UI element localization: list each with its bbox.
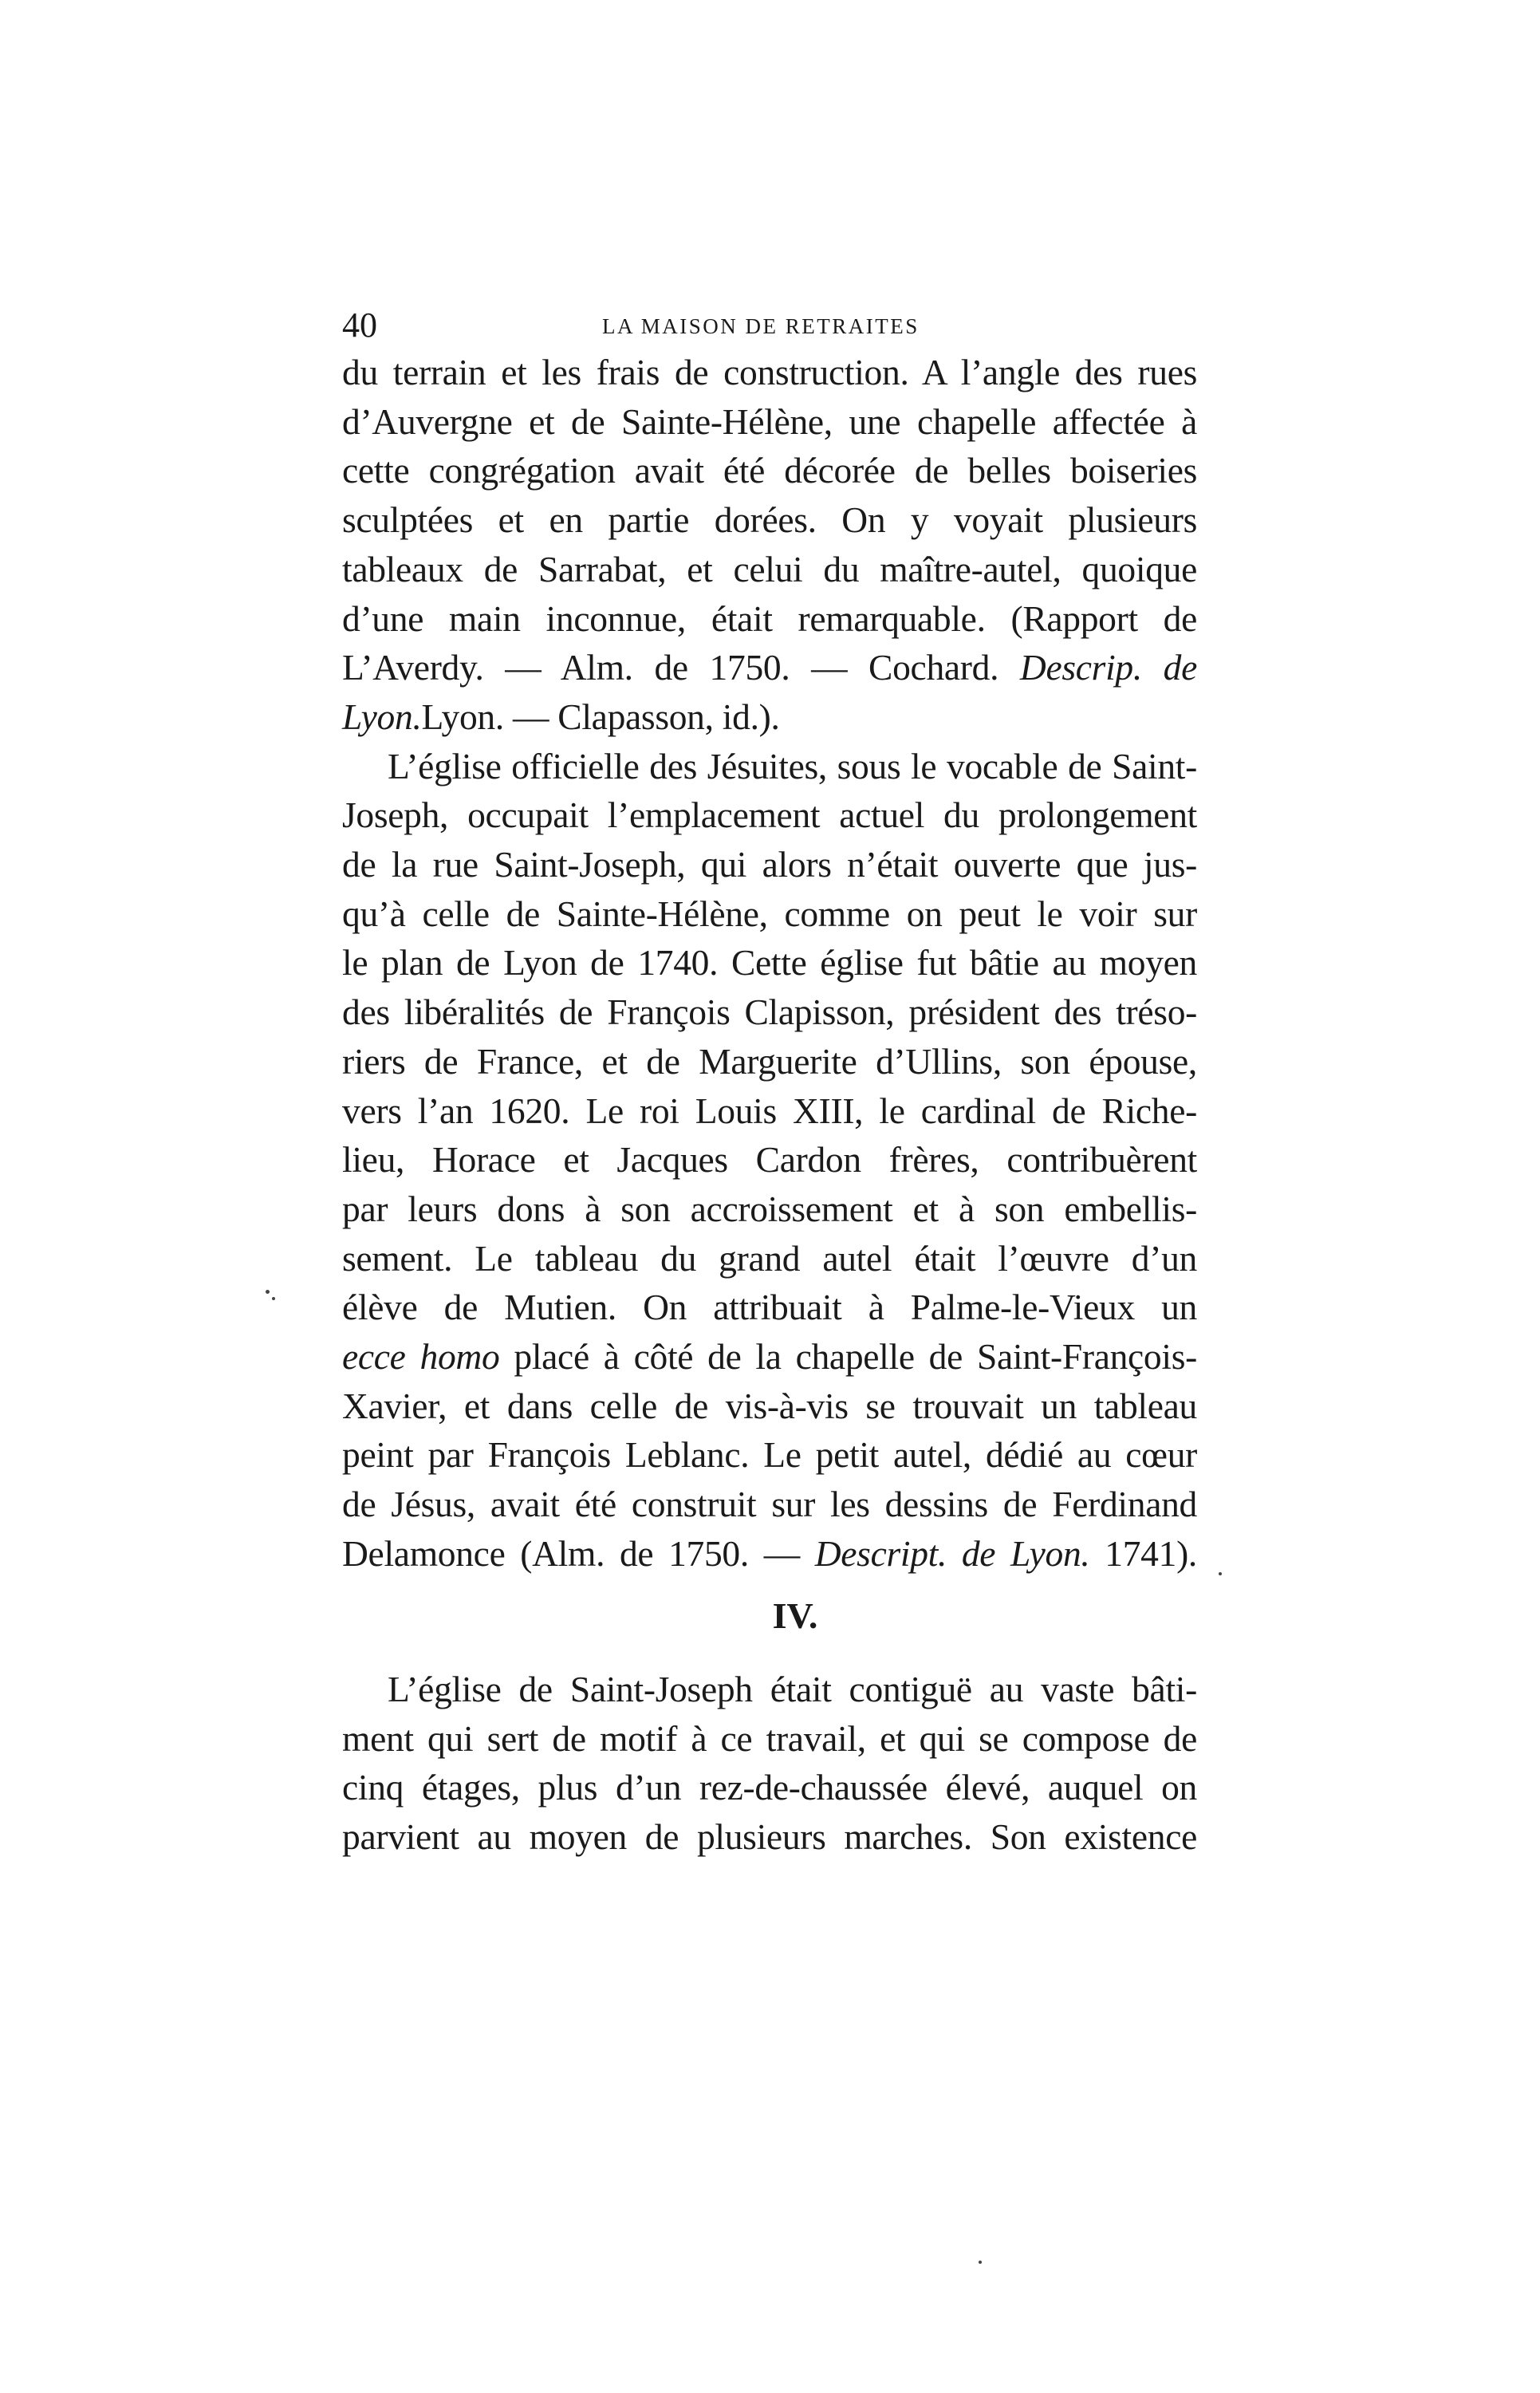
italic-term: ecce homo <box>342 1336 500 1378</box>
text-line: le plan de Lyon de 1740. Cette église fut bâtie au moyen <box>342 942 1197 984</box>
text-line: par leurs dons à son accroissement et à son embellis- <box>342 1188 1197 1229</box>
text-line: des libéralités de François Clapisson, président des tréso- <box>342 991 1197 1033</box>
text-line: L’église de Saint-Joseph était contiguë au vaste bâti- <box>388 1669 1197 1709</box>
text-line-part: Lyon. — Clapasson, id.). <box>421 696 780 737</box>
margin-speck <box>266 1290 270 1294</box>
text-line-part: 1741). <box>1089 1532 1198 1574</box>
margin-speck <box>1219 1572 1222 1575</box>
text-line-part: Delamonce (Alm. de 1750. — <box>342 1532 815 1574</box>
text-line: Joseph, occupait l’emplacement actuel du prolongement <box>342 794 1197 836</box>
section-heading <box>342 1591 1197 1641</box>
italic-reference: Lyon. <box>342 696 422 737</box>
text-line: cinq étages, plus d’un rez-de-chaussée élevé, auquel on <box>342 1767 1197 1808</box>
text-line: d’une main inconnue, était remarquable. (Rapport de <box>342 597 1197 639</box>
text-line: Xavier, et dans celle de vis-à-vis se trouvait un tableau <box>342 1385 1197 1426</box>
text-line: sement. Le tableau du grand autel était l’œuvre d’un <box>342 1237 1197 1279</box>
italic-reference: Descrip. de <box>1019 647 1197 688</box>
margin-speck <box>272 1297 275 1300</box>
section-number: IV. <box>772 1595 818 1636</box>
text-line <box>342 1529 1197 1579</box>
text-line: parvient au moyen de plusieurs marches. Son existence <box>342 1816 1197 1858</box>
text-line: qu’à celle de Sainte-Hélène, comme on peut le voir sur <box>342 893 1197 934</box>
text-line: de Jésus, avait été construit sur les dessins de Ferdinand <box>342 1484 1197 1525</box>
text-line: lieu, Horace et Jacques Cardon frères, contribuèrent <box>342 1139 1197 1181</box>
margin-speck <box>979 2261 982 2264</box>
text-line: du terrain et les frais de construction. A l’angle des rues <box>342 352 1197 392</box>
text-line: ment qui sert de motif à ce travail, et qui se compose de <box>342 1717 1197 1759</box>
text-line: riers de France, et de Marguerite d’Ullins, son épouse, <box>342 1040 1197 1082</box>
text-line <box>342 1332 1197 1382</box>
text-line: de la rue Saint-Joseph, qui alors n’était ouverte que jus- <box>342 844 1197 885</box>
text-line <box>342 692 1197 742</box>
text-block-section-iv <box>342 1665 1197 1862</box>
page-number: 40 <box>342 306 377 345</box>
text-line-part: L’Averdy. — Alm. de 1750. — Cochard. <box>342 647 1020 688</box>
text-block-main <box>342 348 1197 1579</box>
paragraph-building <box>342 1665 1197 1862</box>
running-title: LA MAISON DE RETRAITES <box>602 314 920 338</box>
text-line-part: placé à côté de la chapelle de Saint-François- <box>499 1336 1197 1378</box>
text-line: vers l’an 1620. Le roi Louis XIII, le cardinal de Riche- <box>342 1090 1197 1131</box>
paragraph-chapel <box>342 348 1197 742</box>
text-line: d’Auvergne et de Sainte-Hélène, une chapelle affectée à <box>342 400 1197 442</box>
italic-reference: Descript. de Lyon. <box>814 1532 1090 1574</box>
text-line <box>342 643 1197 692</box>
page-header <box>342 302 1197 349</box>
text-line: peint par François Leblanc. Le petit autel, dédié au cœur <box>342 1434 1197 1476</box>
text-line: tableaux de Sarrabat, et celui du maître-autel, quoique <box>342 548 1197 589</box>
text-line: cette congrégation avait été décorée de belles boiseries <box>342 450 1197 491</box>
text-line: L’église officielle des Jésuites, sous le vocable de Saint- <box>388 745 1197 786</box>
paragraph-jesuit-church <box>342 742 1197 1579</box>
text-line: élève de Mutien. On attribuait à Palme-le-Vieux un <box>342 1287 1197 1328</box>
text-line: sculptées et en partie dorées. On y voyait plusieurs <box>342 499 1197 541</box>
